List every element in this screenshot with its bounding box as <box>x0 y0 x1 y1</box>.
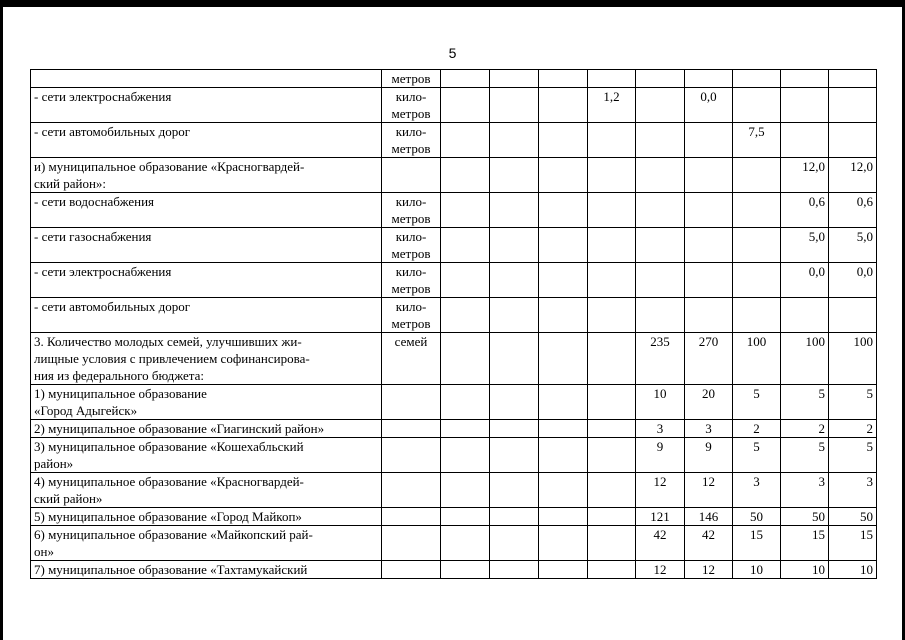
unit-cell: кило- метров <box>382 298 441 333</box>
value-cell <box>490 420 539 438</box>
row-label: - сети электроснабжения <box>31 263 382 298</box>
value-cell <box>539 561 588 579</box>
value-cell: 9 <box>685 438 733 473</box>
value-cell <box>733 228 781 263</box>
value-cell <box>733 298 781 333</box>
unit-cell <box>382 385 441 420</box>
value-cell <box>539 70 588 88</box>
value-cell <box>733 193 781 228</box>
value-cell <box>539 88 588 123</box>
value-cell <box>636 158 685 193</box>
value-cell <box>539 193 588 228</box>
value-cell: 10 <box>636 385 685 420</box>
value-cell: 3 <box>636 420 685 438</box>
unit-cell: кило- метров <box>382 88 441 123</box>
value-cell: 1,2 <box>588 88 636 123</box>
value-cell <box>441 193 490 228</box>
row-label: - сети автомобильных дорог <box>31 298 382 333</box>
value-cell <box>539 263 588 298</box>
value-cell: 2 <box>829 420 877 438</box>
value-cell <box>441 420 490 438</box>
value-cell: 5 <box>781 438 829 473</box>
value-cell: 50 <box>733 508 781 526</box>
value-cell <box>588 526 636 561</box>
value-cell <box>441 228 490 263</box>
table-row <box>31 385 877 420</box>
value-cell <box>490 158 539 193</box>
value-cell: 3 <box>781 473 829 508</box>
value-cell: 5 <box>829 385 877 420</box>
table-row <box>31 193 877 228</box>
value-cell <box>636 193 685 228</box>
value-cell <box>539 526 588 561</box>
value-cell <box>490 333 539 385</box>
value-cell <box>441 70 490 88</box>
value-cell <box>441 438 490 473</box>
value-cell <box>490 473 539 508</box>
value-cell <box>588 158 636 193</box>
value-cell <box>441 385 490 420</box>
table-row <box>31 263 877 298</box>
value-cell <box>539 385 588 420</box>
value-cell <box>539 123 588 158</box>
value-cell <box>588 70 636 88</box>
value-cell: 2 <box>781 420 829 438</box>
value-cell: 12 <box>685 473 733 508</box>
table-row <box>31 420 877 438</box>
value-cell: 121 <box>636 508 685 526</box>
value-cell: 3 <box>733 473 781 508</box>
value-cell: 42 <box>636 526 685 561</box>
unit-cell: кило- метров <box>382 123 441 158</box>
value-cell <box>733 263 781 298</box>
value-cell: 42 <box>685 526 733 561</box>
value-cell <box>781 70 829 88</box>
value-cell <box>829 123 877 158</box>
value-cell <box>829 88 877 123</box>
table-row <box>31 298 877 333</box>
value-cell: 10 <box>781 561 829 579</box>
value-cell <box>490 385 539 420</box>
unit-cell: семей <box>382 333 441 385</box>
value-cell <box>539 508 588 526</box>
value-cell <box>781 123 829 158</box>
table-row <box>31 70 877 88</box>
row-label: - сети автомобильных дорог <box>31 123 382 158</box>
value-cell <box>539 298 588 333</box>
value-cell <box>636 70 685 88</box>
value-cell <box>733 158 781 193</box>
value-cell <box>490 508 539 526</box>
row-label <box>31 70 382 88</box>
value-cell: 3 <box>829 473 877 508</box>
value-cell <box>490 438 539 473</box>
table-row <box>31 561 877 579</box>
value-cell <box>441 263 490 298</box>
value-cell <box>539 158 588 193</box>
value-cell <box>441 298 490 333</box>
value-cell: 3 <box>685 420 733 438</box>
value-cell: 235 <box>636 333 685 385</box>
value-cell: 270 <box>685 333 733 385</box>
value-cell <box>685 123 733 158</box>
value-cell <box>539 473 588 508</box>
row-label: 1) муниципальное образование «Город Адыгейск» <box>31 385 382 420</box>
value-cell <box>781 298 829 333</box>
value-cell: 10 <box>733 561 781 579</box>
value-cell <box>441 333 490 385</box>
value-cell <box>588 123 636 158</box>
unit-cell <box>382 561 441 579</box>
value-cell: 50 <box>829 508 877 526</box>
value-cell: 50 <box>781 508 829 526</box>
value-cell: 12 <box>685 561 733 579</box>
value-cell <box>490 193 539 228</box>
value-cell <box>588 508 636 526</box>
value-cell <box>490 298 539 333</box>
value-cell <box>490 228 539 263</box>
value-cell <box>539 228 588 263</box>
unit-cell: метров <box>382 70 441 88</box>
row-label: 3. Количество молодых семей, улучшивших жи- лищные условия с привлечением софинансирова- ния из федерального бюджета: <box>31 333 382 385</box>
value-cell <box>441 526 490 561</box>
value-cell <box>441 123 490 158</box>
table-row <box>31 473 877 508</box>
value-cell: 12,0 <box>781 158 829 193</box>
value-cell: 5 <box>733 385 781 420</box>
value-cell <box>636 298 685 333</box>
table-row <box>31 508 877 526</box>
table-row <box>31 228 877 263</box>
row-label: 3) муниципальное образование «Кошехабльский район» <box>31 438 382 473</box>
unit-cell <box>382 508 441 526</box>
value-cell: 9 <box>636 438 685 473</box>
value-cell <box>781 88 829 123</box>
row-label: 6) муниципальное образование «Майкопский рай- он» <box>31 526 382 561</box>
value-cell: 12 <box>636 473 685 508</box>
value-cell: 15 <box>781 526 829 561</box>
value-cell: 5,0 <box>829 228 877 263</box>
value-cell <box>636 88 685 123</box>
row-label: 4) муниципальное образование «Красногвардей- ский район» <box>31 473 382 508</box>
value-cell: 0,0 <box>781 263 829 298</box>
value-cell <box>490 123 539 158</box>
value-cell <box>441 88 490 123</box>
value-cell: 0,6 <box>781 193 829 228</box>
value-cell: 5 <box>733 438 781 473</box>
value-cell: 10 <box>829 561 877 579</box>
indicator-table <box>30 69 877 579</box>
value-cell: 5 <box>781 385 829 420</box>
row-label: и) муниципальное образование «Красногвардей- ский район»: <box>31 158 382 193</box>
value-cell <box>636 123 685 158</box>
row-label: 2) муниципальное образование «Гиагинский район» <box>31 420 382 438</box>
value-cell <box>441 561 490 579</box>
unit-cell <box>382 158 441 193</box>
row-label: - сети водоснабжения <box>31 193 382 228</box>
value-cell <box>685 193 733 228</box>
value-cell: 100 <box>733 333 781 385</box>
value-cell: 20 <box>685 385 733 420</box>
value-cell <box>441 473 490 508</box>
table-row <box>31 333 877 385</box>
value-cell <box>441 158 490 193</box>
table-row <box>31 88 877 123</box>
value-cell <box>490 88 539 123</box>
value-cell <box>733 88 781 123</box>
value-cell <box>441 508 490 526</box>
row-label: 7) муниципальное образование «Тахтамукайский <box>31 561 382 579</box>
value-cell: 100 <box>781 333 829 385</box>
table-row <box>31 158 877 193</box>
unit-cell <box>382 473 441 508</box>
value-cell <box>490 526 539 561</box>
row-label: - сети электроснабжения <box>31 88 382 123</box>
unit-cell <box>382 526 441 561</box>
value-cell: 5,0 <box>781 228 829 263</box>
value-cell <box>588 263 636 298</box>
value-cell <box>636 263 685 298</box>
value-cell <box>588 333 636 385</box>
value-cell <box>636 228 685 263</box>
value-cell <box>588 561 636 579</box>
row-label: 5) муниципальное образование «Город Майкоп» <box>31 508 382 526</box>
value-cell <box>685 298 733 333</box>
value-cell: 5 <box>829 438 877 473</box>
value-cell <box>588 193 636 228</box>
value-cell <box>588 473 636 508</box>
value-cell: 146 <box>685 508 733 526</box>
value-cell <box>588 298 636 333</box>
value-cell <box>588 420 636 438</box>
value-cell <box>588 385 636 420</box>
value-cell: 12,0 <box>829 158 877 193</box>
unit-cell <box>382 438 441 473</box>
value-cell <box>490 70 539 88</box>
value-cell: 15 <box>829 526 877 561</box>
row-label: - сети газоснабжения <box>31 228 382 263</box>
value-cell <box>685 158 733 193</box>
value-cell <box>685 70 733 88</box>
value-cell <box>490 561 539 579</box>
value-cell: 7,5 <box>733 123 781 158</box>
unit-cell: кило- метров <box>382 263 441 298</box>
value-cell: 15 <box>733 526 781 561</box>
value-cell <box>829 298 877 333</box>
value-cell <box>588 438 636 473</box>
value-cell: 0,6 <box>829 193 877 228</box>
value-cell <box>490 263 539 298</box>
value-cell <box>539 438 588 473</box>
value-cell <box>685 263 733 298</box>
unit-cell: кило- метров <box>382 228 441 263</box>
value-cell <box>733 70 781 88</box>
unit-cell <box>382 420 441 438</box>
value-cell <box>588 228 636 263</box>
value-cell <box>539 333 588 385</box>
value-cell <box>685 228 733 263</box>
value-cell <box>539 420 588 438</box>
unit-cell: кило- метров <box>382 193 441 228</box>
table-row <box>31 123 877 158</box>
value-cell: 0,0 <box>685 88 733 123</box>
value-cell: 0,0 <box>829 263 877 298</box>
value-cell: 100 <box>829 333 877 385</box>
value-cell: 2 <box>733 420 781 438</box>
value-cell <box>829 70 877 88</box>
table-row <box>31 526 877 561</box>
value-cell: 12 <box>636 561 685 579</box>
table-row <box>31 438 877 473</box>
page-number: 5 <box>448 45 457 61</box>
